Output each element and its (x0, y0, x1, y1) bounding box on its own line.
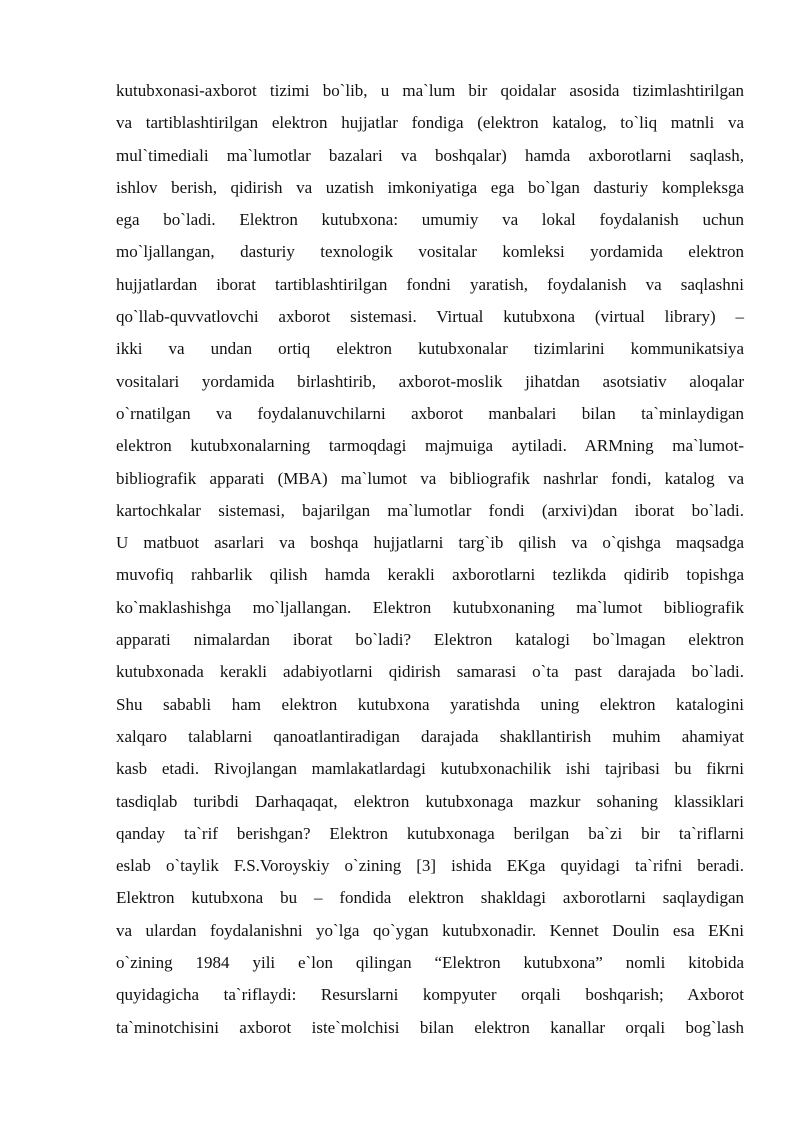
text-line: quyidagicha ta`riflaydi: Resurslarni kompyuter orqali boshqarish; Axborot (116, 985, 744, 1005)
text-line: va tartiblashtirilgan elektron hujjatlar fondiga (elektron katalog, to`liq matnli va (116, 113, 744, 133)
text-line: elektron kutubxonalarning tarmoqdagi majmuiga aytiladi. ARMning ma`lumot- (116, 436, 744, 456)
text-line: qo`llab-quvvatlovchi axborot sistemasi. Virtual kutubxona (virtual library) – (116, 307, 744, 327)
text-line: ishlov berish, qidirish va uzatish imkoniyatiga ega bo`lgan dasturiy kompleksga (116, 177, 744, 197)
text-line: kasb etadi. Rivojlangan mamlakatlardagi kutubxonachilik ishi tajribasi bu fikrni (116, 759, 744, 779)
body-text (116, 75, 744, 1044)
text-line: hujjatlardan iborat tartiblashtirilgan fondni yaratish, foydalanish va saqlashni (116, 274, 744, 294)
text-line: bibliografik apparati (MBA) ma`lumot va bibliografik nashrlar fondi, katalog va (116, 468, 744, 488)
text-line: ega bo`ladi. Elektron kutubxona: umumiy va lokal foydalanish uchun (116, 210, 744, 230)
text-line: Elektron kutubxona bu – fondida elektron shakldagi axborotlarni saqlaydigan (116, 888, 744, 908)
text-line: muvofiq rahbarlik qilish hamda kerakli axborotlarni tezlikda qidirib topishga (116, 565, 744, 585)
text-line: o`zining 1984 yili e`lon qilingan “Elektron kutubxona” nomli kitobida (116, 953, 744, 973)
text-line: xalqaro talablarni qanoatlantiradigan darajada shakllantirish muhim ahamiyat (116, 726, 744, 746)
text-line: mul`timediali ma`lumotlar bazalari va boshqalar) hamda axborotlarni saqlash, (116, 145, 744, 165)
text-line: qanday ta`rif berishgan? Elektron kutubxonaga berilgan ba`zi bir ta`riflarni (116, 823, 744, 843)
text-line: U matbuot asarlari va boshqa hujjatlarni targ`ib qilish va o`qishga maqsadga (116, 533, 744, 553)
text-line: va ulardan foydalanishni yo`lga qo`ygan kutubxonadir. Kennet Doulin esa EKni (116, 920, 744, 940)
text-line: eslab o`taylik F.S.Voroyskiy o`zining [3] ishida EKga quyidagi ta`rifni beradi. (116, 856, 744, 876)
text-line: o`rnatilgan va foydalanuvchilarni axborot manbalari bilan ta`minlaydigan (116, 403, 744, 423)
text-line: kutubxonada kerakli adabiyotlarni qidirish samarasi o`ta past darajada bo`ladi. (116, 662, 744, 682)
text-line: ikki va undan ortiq elektron kutubxonalar tizimlarini kommunikatsiya (116, 339, 744, 359)
text-line: kutubxonasi-axborot tizimi bo`lib, u ma`lum bir qoidalar asosida tizimlashtirilgan (116, 81, 744, 100)
text-line: ko`maklashishga mo`ljallangan. Elektron kutubxonaning ma`lumot bibliografik (116, 597, 744, 617)
text-line: ta`minotchisini axborot iste`molchisi bilan elektron kanallar orqali bog`lash (116, 1017, 744, 1037)
text-line: vositalari yordamida birlashtirib, axborot-moslik jihatdan asotsiativ aloqalar (116, 371, 744, 391)
text-line: apparati nimalardan iborat bo`ladi? Elektron katalogi bo`lmagan elektron (116, 630, 744, 650)
text-line: tasdiqlab turibdi Darhaqaqat, elektron kutubxonaga mazkur sohaning klassiklari (116, 791, 744, 811)
text-line: Shu sababli ham elektron kutubxona yaratishda uning elektron katalogini (116, 694, 744, 714)
text-line: kartochkalar sistemasi, bajarilgan ma`lumotlar fondi (arxivi)dan iborat bo`ladi. (116, 500, 744, 520)
text-line: mo`ljallangan, dasturiy texnologik vositalar komleksi yordamida elektron (116, 242, 744, 262)
